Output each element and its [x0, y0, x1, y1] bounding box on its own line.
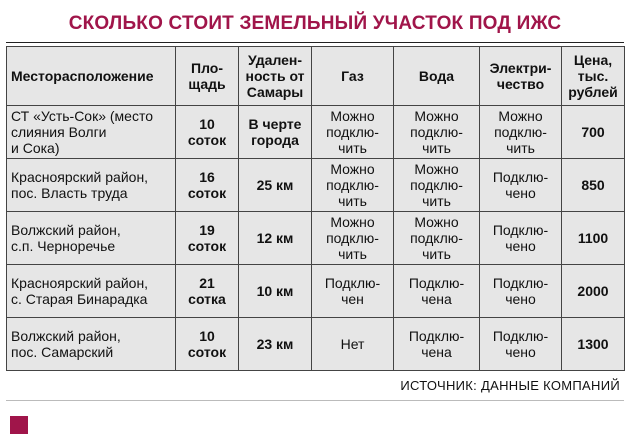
table-row — [7, 106, 625, 159]
cell-water: Можно подклю- чить — [394, 212, 480, 265]
cell-electricity: Подклю- чено — [480, 318, 562, 371]
land-price-table — [6, 46, 625, 371]
header-distance: Удален- ность от Самары — [239, 47, 312, 106]
table-row — [7, 265, 625, 318]
cell-price: 1300 — [562, 318, 625, 371]
header-gas: Газ — [312, 47, 394, 106]
cell-area: 21 сотка — [176, 265, 239, 318]
cell-distance: 25 км — [239, 159, 312, 212]
cell-gas: Можно подклю- чить — [312, 159, 394, 212]
source-note: ИСТОЧНИК: ДАННЫЕ КОМПАНИЙ — [400, 378, 620, 393]
cell-electricity: Подклю- чено — [480, 265, 562, 318]
cell-gas: Можно подклю- чить — [312, 106, 394, 159]
cell-distance: 12 км — [239, 212, 312, 265]
cell-price: 700 — [562, 106, 625, 159]
cell-price: 2000 — [562, 265, 625, 318]
cell-location: Красноярский район, пос. Власть труда — [7, 159, 176, 212]
footer-divider — [6, 400, 624, 401]
cell-location: СТ «Усть-Сок» (место слияния Волги и Сока) — [7, 106, 176, 159]
cell-gas: Нет — [312, 318, 394, 371]
cell-electricity: Подклю- чено — [480, 212, 562, 265]
header-electricity: Электри- чество — [480, 47, 562, 106]
header-price: Цена, тыс. рублей — [562, 47, 625, 106]
cell-location: Волжский район, пос. Самарский — [7, 318, 176, 371]
cell-gas: Подклю- чен — [312, 265, 394, 318]
cell-location: Красноярский район, с. Старая Бинарадка — [7, 265, 176, 318]
cell-distance: 23 км — [239, 318, 312, 371]
cell-distance: 10 км — [239, 265, 312, 318]
table-header-row — [7, 47, 625, 106]
accent-square — [10, 416, 28, 434]
cell-area: 10 соток — [176, 106, 239, 159]
header-location: Месторасположение — [7, 47, 176, 106]
cell-distance: В черте города — [239, 106, 312, 159]
cell-water: Подклю- чена — [394, 318, 480, 371]
cell-water: Подклю- чена — [394, 265, 480, 318]
cell-area: 19 соток — [176, 212, 239, 265]
cell-price: 1100 — [562, 212, 625, 265]
cell-water: Можно подклю- чить — [394, 159, 480, 212]
cell-gas: Можно подклю- чить — [312, 212, 394, 265]
cell-area: 16 соток — [176, 159, 239, 212]
cell-electricity: Подклю- чено — [480, 159, 562, 212]
cell-water: Можно подклю- чить — [394, 106, 480, 159]
cell-location: Волжский район, с.п. Черноречье — [7, 212, 176, 265]
table-row — [7, 212, 625, 265]
page-title: СКОЛЬКО СТОИТ ЗЕМЕЛЬНЫЙ УЧАСТОК ПОД ИЖС — [6, 6, 624, 43]
cell-electricity: Можно подклю- чить — [480, 106, 562, 159]
infographic-frame — [6, 6, 624, 396]
cell-area: 10 соток — [176, 318, 239, 371]
table-row — [7, 318, 625, 371]
header-area: Пло- щадь — [176, 47, 239, 106]
table-row — [7, 159, 625, 212]
header-water: Вода — [394, 47, 480, 106]
cell-price: 850 — [562, 159, 625, 212]
